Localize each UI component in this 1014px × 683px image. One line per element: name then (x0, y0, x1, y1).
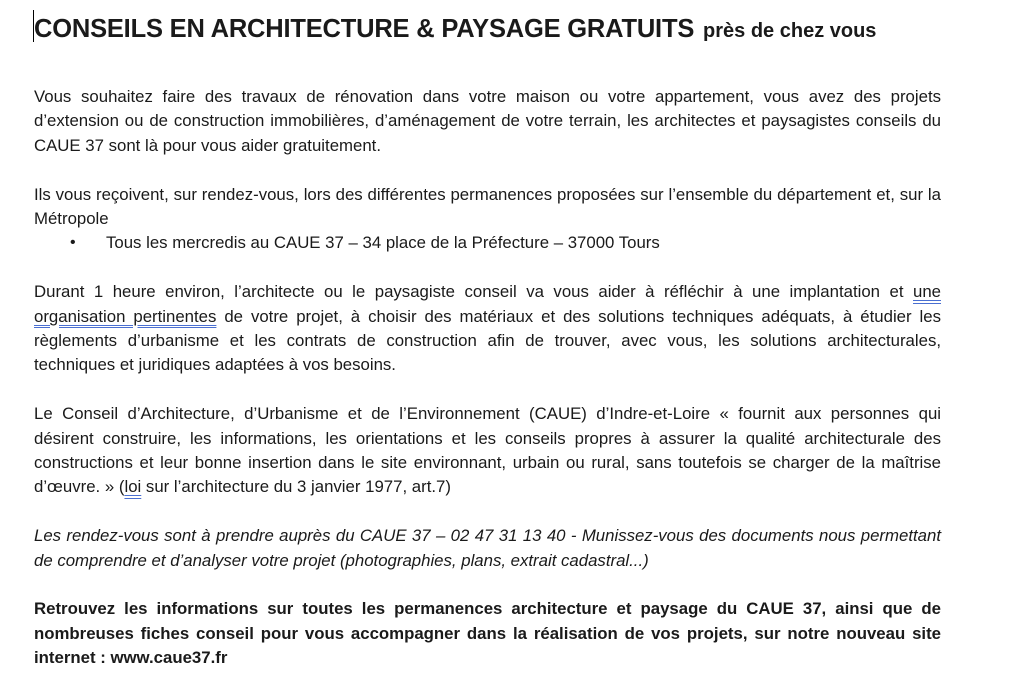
grammar-flag[interactable]: une organisation pertinentes (34, 282, 941, 326)
bullet-icon: • (70, 234, 76, 252)
title-main: CONSEILS EN ARCHITECTURE & PAYSAGE GRATUITS (34, 15, 695, 43)
appointment-paragraph: Les rendez-vous sont à prendre auprès du CAUE 37 – 02 47 31 13 40 - Munissez-vous des documents nous permettant de comprendre et d’analyser votre projet (photographies, plans, extrait cadastral...) (34, 526, 941, 570)
website-paragraph: Retrouvez les informations sur toutes les permanences architecture et paysage du CAUE 37, ainsi que de nombreuses fiches conseil pour vous accompagner dans la réalisation de vos projets, sur notre nouveau site internet : www.caue37.fr (34, 599, 941, 668)
caue-text-end: sur l’architecture du 3 janvier 1977, art.7) (141, 477, 451, 497)
reception-paragraph: Ils vous reçoivent, sur rendez-vous, lors des différentes permanences proposées sur l’ensemble du département et, sur la Métropole (34, 184, 941, 229)
duration-text-start: Durant 1 heure environ, l’architecte ou le paysagiste conseil va vous aider à réfléchir à une implantation et (34, 282, 913, 302)
intro-paragraph: Vous souhaitez faire des travaux de rénovation dans votre maison ou votre appartement, vous avez des projets d’extension ou de construction immobilières, d’aménagement de votre terrain, les architectes et paysagistes conseils du CAUE 37 sont là pour vous aider gratuitement. (34, 87, 941, 155)
document-page[interactable] (34, 8, 941, 671)
title-sub: près de chez vous (703, 20, 877, 42)
page-title (34, 8, 941, 47)
duration-paragraph (34, 280, 941, 378)
permanence-list (34, 231, 941, 255)
duration-text-end: de votre projet, à choisir des matériaux et des solutions techniques adéquats, à étudier les règlements d’urbanisme et les contrats de construction afin de trouver, avec vous, les solutions architecturales, techniques et juridiques adaptées à vos besoins. (34, 306, 941, 375)
caue-text-start: Le Conseil d’Architecture, d’Urbanisme et de l’Environnement (CAUE) d’Indre-et-Loire « fournit aux personnes qui désirent construire, les informations, les orientations et les conseils propres à assurer la qualité architecturale des constructions et leur bonne insertion dans le site environnant, urbain ou rural, sans toutefois se charger de la maîtrise d’œuvre. » ( (34, 404, 941, 497)
list-item-text: Tous les mercredis au CAUE 37 – 34 place de la Préfecture – 37000 Tours (106, 233, 660, 253)
list-item (34, 231, 941, 255)
caue-paragraph (34, 402, 941, 500)
grammar-flag[interactable]: loi (124, 477, 142, 497)
